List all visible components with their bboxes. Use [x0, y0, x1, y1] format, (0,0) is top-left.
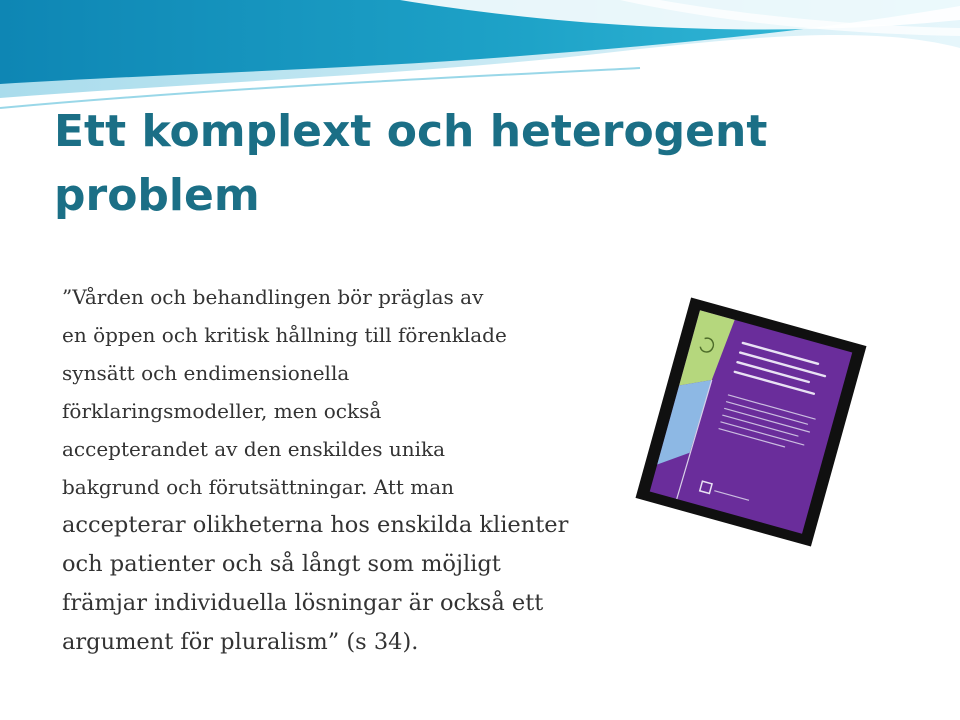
- body-line: förklaringsmodeller, men också: [62, 399, 382, 423]
- body-line: ”Vården och behandlingen bör präglas av: [62, 285, 484, 309]
- body-line: synsätt och endimensionella: [62, 361, 350, 385]
- body-line: bakgrund och förutsättningar. Att man: [62, 475, 455, 499]
- body-line: en öppen och kritisk hållning till förenklade: [62, 323, 507, 347]
- title-line-2: problem: [54, 170, 260, 221]
- title-line-1: Ett komplext och heterogent: [54, 106, 768, 157]
- body-line: accepterandet av den enskildes unika: [62, 437, 446, 461]
- header-wave-decoration: [0, 0, 960, 110]
- book-cover: [636, 297, 867, 546]
- body-line: accepterar olikheterna hos enskilda klienter: [62, 512, 569, 538]
- book-cover-art: [636, 297, 867, 546]
- body-line: och patienter och så långt som möjligt: [62, 551, 501, 577]
- body-line: främjar individuella lösningar är också ett: [62, 590, 544, 616]
- slide-title: [54, 100, 814, 228]
- body-line: argument för pluralism” (s 34).: [62, 629, 419, 655]
- quote-body: [62, 278, 637, 662]
- book-cover-image: [650, 300, 850, 545]
